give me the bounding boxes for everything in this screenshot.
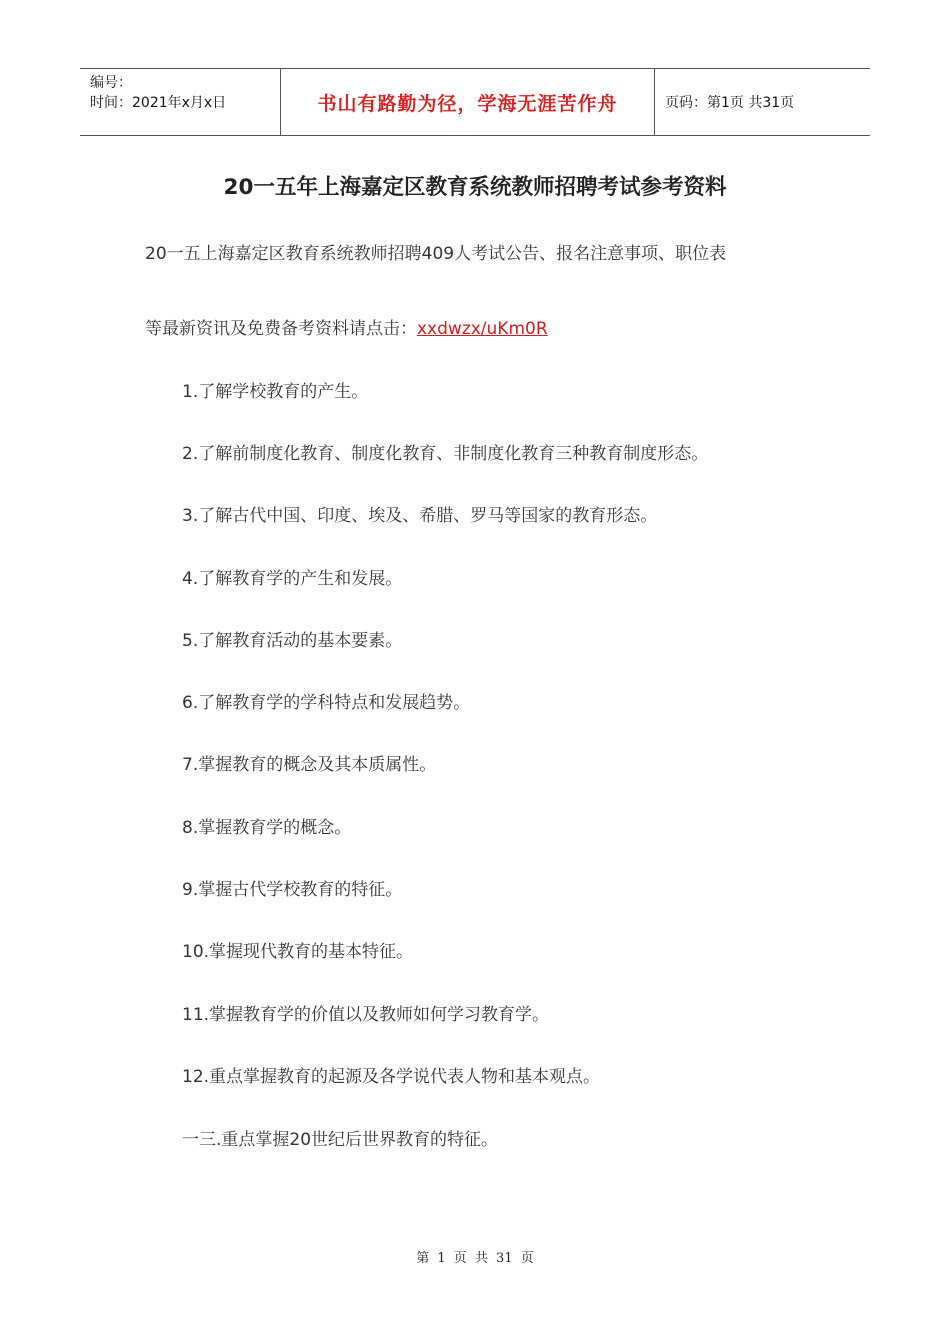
list-item: 5.了解教育活动的基本要素。 [182,631,403,651]
time-label: 时间：2021年x月x日 [90,95,227,111]
resource-link[interactable]: xxdwzx/uKm0R [417,319,548,339]
header-motto-cell [281,69,655,135]
list-item: 4.了解教育学的产生和发展。 [182,569,403,589]
intro-prefix: 等最新资讯及免费备考资料请点击： [145,319,417,339]
page-footer: 第 1 页 共 31 页 [416,1251,534,1266]
list-item: 11.掌握教育学的价值以及教师如何学习教育学。 [182,1005,550,1025]
intro-line-2 [145,314,548,339]
list-item: 1.了解学校教育的产生。 [182,382,369,402]
page-header [80,68,870,136]
motto-text: 书山有路勤为径，学海无涯苦作舟 [317,92,618,115]
page-info: 页码：第1页 共31页 [665,95,795,111]
list-item: 6.了解教育学的学科特点和发展趋势。 [182,693,471,713]
number-label: 编号： [90,75,132,91]
list-item: 3.了解古代中国、印度、埃及、希腊、罗马等国家的教育形态。 [182,506,658,526]
list-item: 一三.重点掌握20世纪后世界教育的特征。 [182,1130,499,1150]
document-title: 20一五年上海嘉定区教育系统教师招聘考试参考资料 [223,175,727,200]
intro-line-1: 20一五上海嘉定区教育系统教师招聘409人考试公告、报名注意事项、职位表 [145,244,727,264]
list-item: 8.掌握教育学的概念。 [182,818,352,838]
list-item: 12.重点掌握教育的起源及各学说代表人物和基本观点。 [182,1067,601,1087]
list-item: 9.掌握古代学校教育的特征。 [182,880,403,900]
list-item: 2.了解前制度化教育、制度化教育、非制度化教育三种教育制度形态。 [182,444,709,464]
list-item: 7.掌握教育的概念及其本质属性。 [182,755,437,775]
list-item: 10.掌握现代教育的基本特征。 [182,942,414,962]
header-page-cell [655,69,870,135]
header-meta-cell [80,69,281,135]
